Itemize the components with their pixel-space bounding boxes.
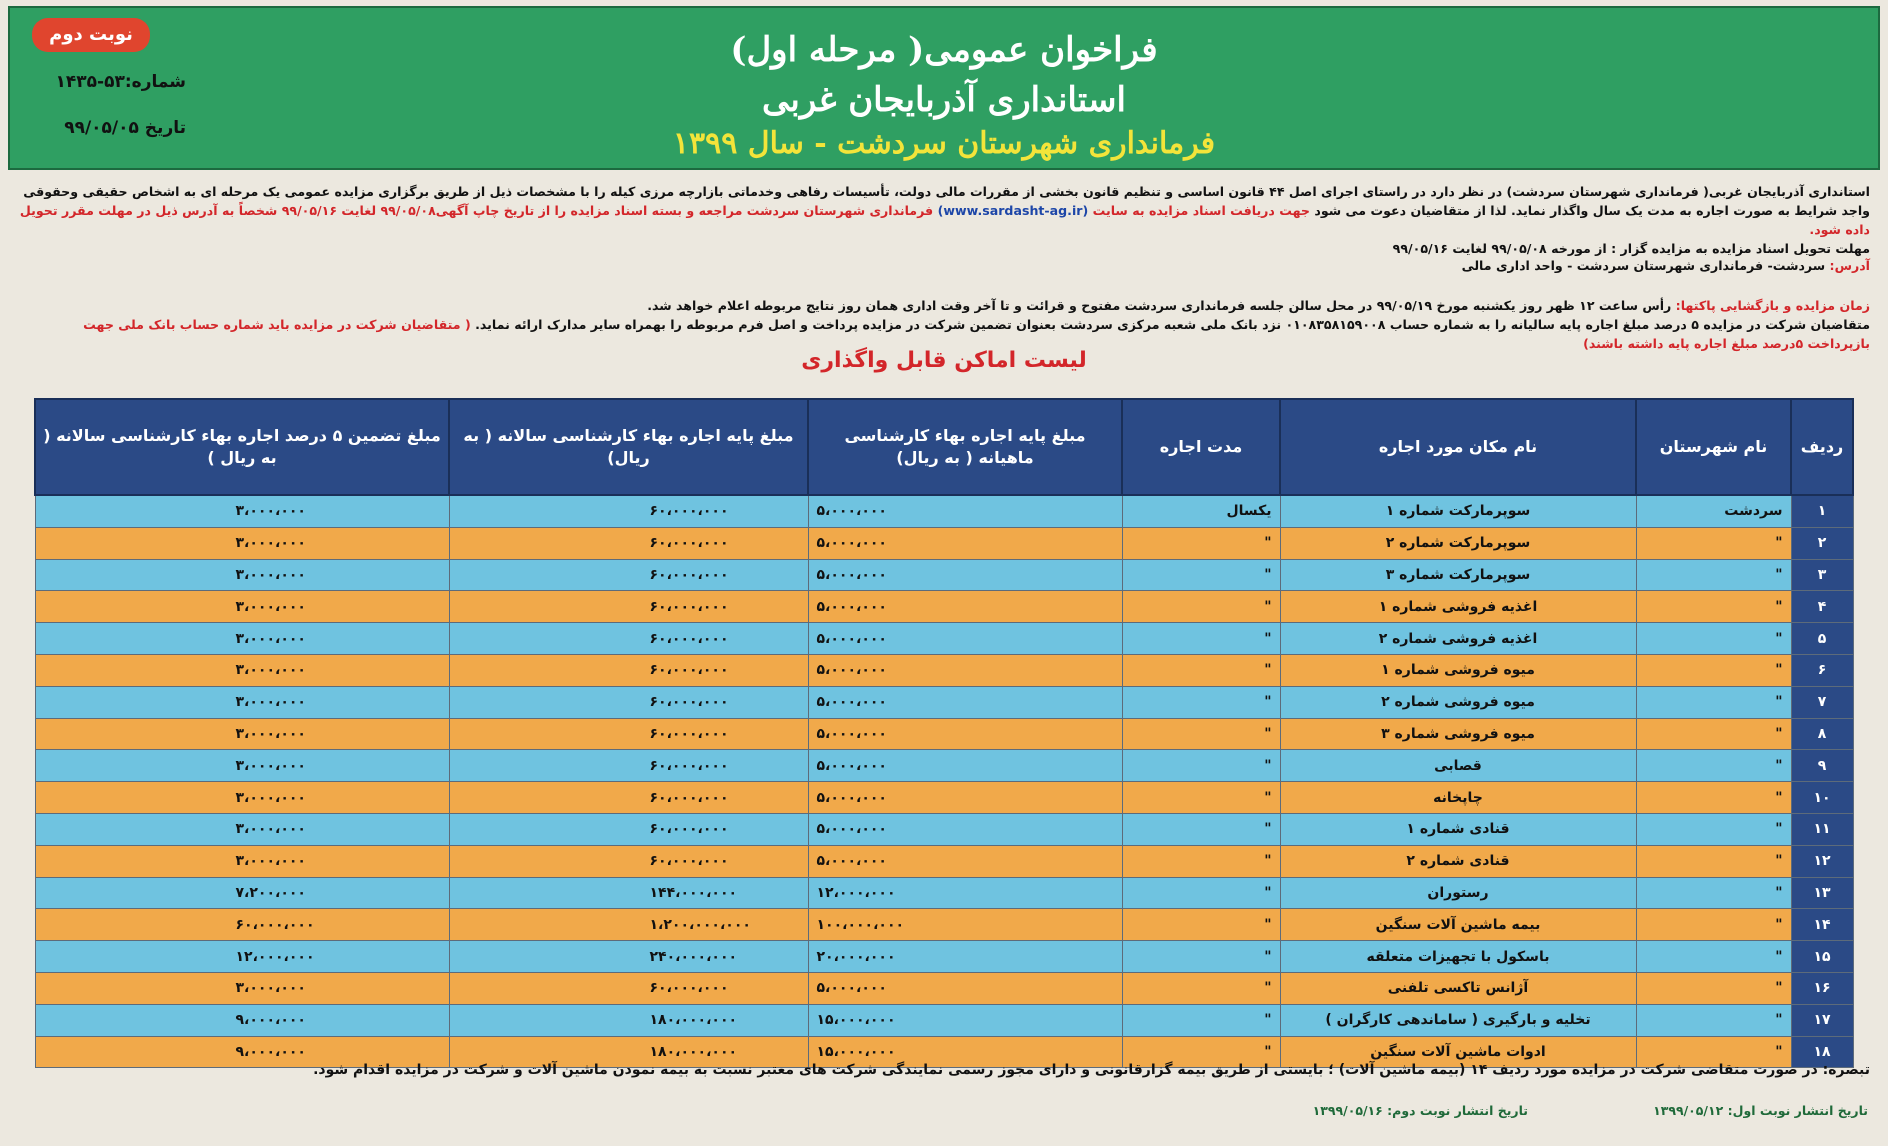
table-row	[35, 623, 1853, 655]
ad-number: شماره:۵۳-۱۴۳۵	[55, 72, 186, 92]
table-row	[35, 782, 1853, 814]
yearly-amount-cell: ۶۰،۰۰۰،۰۰۰	[449, 527, 808, 559]
yearly-amount-cell: ۶۰،۰۰۰،۰۰۰	[449, 654, 808, 686]
duration-cell: "	[1122, 686, 1280, 718]
city-cell: "	[1636, 877, 1791, 909]
yearly-amount-cell: ۲۴۰،۰۰۰،۰۰۰	[449, 941, 808, 973]
monthly-amount-cell: ۵،۰۰۰،۰۰۰	[808, 972, 1122, 1004]
guarantee-amount-cell: ۶۰،۰۰۰،۰۰۰	[35, 909, 449, 941]
deposit-text: متقاضیان شرکت در مزایده ۵ درصد مبلغ اجاره پایه سالیانه را به شماره حساب ۰۱۰۸۳۵۸۱۵۹۰۰۸ نزد بانک ملی شعبه مرکزی سردشت بعنوان تضمین شرکت در مزایده پرداخت و اصل فرم مربوطه را بهمراه سایر مدارک ارائه نماید.	[475, 317, 1870, 332]
time-paragraph	[18, 296, 1870, 353]
yearly-amount-cell: ۶۰،۰۰۰،۰۰۰	[449, 686, 808, 718]
monthly-amount-cell: ۵،۰۰۰،۰۰۰	[808, 654, 1122, 686]
place-cell: بیمه ماشین آلات سنگین	[1280, 909, 1636, 941]
yearly-amount-cell: ۶۰،۰۰۰،۰۰۰	[449, 750, 808, 782]
city-cell: "	[1636, 527, 1791, 559]
place-cell: چاپخانه	[1280, 782, 1636, 814]
monthly-amount-cell: ۵،۰۰۰،۰۰۰	[808, 750, 1122, 782]
table-row	[35, 909, 1853, 941]
address-paragraph	[18, 256, 1870, 275]
intro-red-text-2: فرمانداری شهرستان سردشت مراجعه و بسته اسناد مزایده را از تاریخ چاپ آگهی۹۹/۰۵/۰۸ لغایت ۹۹/۰۵/۱۶ شخصاً به آدرس ذیل در مهلت مقرر تحویل داده شود.	[19, 203, 1870, 237]
monthly-amount-cell: ۱۲،۰۰۰،۰۰۰	[808, 877, 1122, 909]
first-publish-date: تاریخ انتشار نوبت اول: ۱۳۹۹/۰۵/۱۲	[1653, 1103, 1868, 1118]
table-row	[35, 686, 1853, 718]
row-number-cell: ۱	[1791, 495, 1853, 527]
note-paragraph: تبصره: در صورت متقاضی شرکت در مزایده مورد ردیف ۱۴ (بیمه ماشین آلات) ؛ بایستی از طریق بیمه گزارقانونی و دارای مجوز رسمی نمایندگی شرکت های معتبر نسبت به بیمه نمودن ماشین آلات و شرکت در مزایده اقدام شود.	[313, 1062, 1870, 1078]
row-number-cell: ۱۰	[1791, 782, 1853, 814]
guarantee-amount-cell: ۷،۲۰۰،۰۰۰	[35, 877, 449, 909]
yearly-amount-cell: ۱۸۰،۰۰۰،۰۰۰	[449, 1036, 808, 1068]
duration-cell: "	[1122, 1036, 1280, 1068]
monthly-amount-cell: ۲۰،۰۰۰،۰۰۰	[808, 941, 1122, 973]
monthly-amount-cell: ۵،۰۰۰،۰۰۰	[808, 527, 1122, 559]
row-number-cell: ۲	[1791, 527, 1853, 559]
row-number-cell: ۳	[1791, 559, 1853, 591]
city-cell: "	[1636, 845, 1791, 877]
col-header-yearly: مبلغ پایه اجاره بهاء کارشناسی سالانه ( به ریال)	[449, 399, 808, 495]
table-row	[35, 972, 1853, 1004]
yearly-amount-cell: ۶۰،۰۰۰،۰۰۰	[449, 718, 808, 750]
duration-cell: "	[1122, 591, 1280, 623]
place-cell: میوه فروشی شماره ۲	[1280, 686, 1636, 718]
monthly-amount-cell: ۱۵،۰۰۰،۰۰۰	[808, 1036, 1122, 1068]
yearly-amount-cell: ۶۰،۰۰۰،۰۰۰	[449, 972, 808, 1004]
guarantee-amount-cell: ۳،۰۰۰،۰۰۰	[35, 782, 449, 814]
yearly-amount-cell: ۱۴۴،۰۰۰،۰۰۰	[449, 877, 808, 909]
second-publish-date: تاریخ انتشار نوبت دوم: ۱۳۹۹/۰۵/۱۶	[1312, 1103, 1528, 1118]
yearly-amount-cell: ۱۸۰،۰۰۰،۰۰۰	[449, 1004, 808, 1036]
city-cell: "	[1636, 972, 1791, 1004]
yearly-amount-cell: ۶۰،۰۰۰،۰۰۰	[449, 591, 808, 623]
ad-date: تاریخ ۹۹/۰۵/۰۵	[64, 118, 186, 138]
city-cell: "	[1636, 686, 1791, 718]
row-number-cell: ۱۴	[1791, 909, 1853, 941]
duration-cell: "	[1122, 623, 1280, 655]
place-cell: اغذیه فروشی شماره ۲	[1280, 623, 1636, 655]
place-cell: سوپرمارکت شماره ۱	[1280, 495, 1636, 527]
city-cell: "	[1636, 718, 1791, 750]
places-table	[34, 398, 1854, 1068]
place-cell: اغذیه فروشی شماره ۱	[1280, 591, 1636, 623]
city-cell: "	[1636, 654, 1791, 686]
col-header-city: نام شهرستان	[1636, 399, 1791, 495]
row-number-cell: ۸	[1791, 718, 1853, 750]
duration-cell: یکسال	[1122, 495, 1280, 527]
col-header-place: نام مکان مورد اجاره	[1280, 399, 1636, 495]
row-number-cell: ۱۱	[1791, 813, 1853, 845]
table-row	[35, 1004, 1853, 1036]
guarantee-amount-cell: ۹،۰۰۰،۰۰۰	[35, 1036, 449, 1068]
city-cell: "	[1636, 1036, 1791, 1068]
table-row	[35, 718, 1853, 750]
place-cell: ادوات ماشین آلات سنگین	[1280, 1036, 1636, 1068]
city-cell: "	[1636, 941, 1791, 973]
yearly-amount-cell: ۶۰،۰۰۰،۰۰۰	[449, 495, 808, 527]
title-subtitle: فرمانداری شهرستان سردشت - سال ۱۳۹۹	[672, 126, 1216, 161]
deposit-red-text: ( متقاضیان شرکت در مزایده باید شماره حساب بانک ملی جهت بازپرداخت ۵درصد مبلغ اجاره پایه داشته باشند)	[83, 317, 1870, 351]
city-cell: "	[1636, 591, 1791, 623]
deadline-text: مهلت تحویل اسناد مزایده به مزایده گزار : از مورخه ۹۹/۰۵/۰۸ لغایت ۹۹/۰۵/۱۶	[1392, 241, 1870, 256]
intro-red-text: جهت دریافت اسناد مزایده به سایت	[1092, 203, 1310, 218]
place-cell: سوپرمارکت شماره ۲	[1280, 527, 1636, 559]
table-row	[35, 654, 1853, 686]
place-cell: تخلیه و بارگیری ( ساماندهی کارگران )	[1280, 1004, 1636, 1036]
guarantee-amount-cell: ۳،۰۰۰،۰۰۰	[35, 813, 449, 845]
guarantee-amount-cell: ۳،۰۰۰،۰۰۰	[35, 527, 449, 559]
title-organization: استانداری آذربایجان غربی	[762, 80, 1126, 120]
guarantee-amount-cell: ۳،۰۰۰،۰۰۰	[35, 495, 449, 527]
duration-cell: "	[1122, 527, 1280, 559]
monthly-amount-cell: ۵،۰۰۰،۰۰۰	[808, 845, 1122, 877]
place-cell: رستوران	[1280, 877, 1636, 909]
guarantee-amount-cell: ۳،۰۰۰،۰۰۰	[35, 591, 449, 623]
monthly-amount-cell: ۵،۰۰۰،۰۰۰	[808, 559, 1122, 591]
monthly-amount-cell: ۵،۰۰۰،۰۰۰	[808, 623, 1122, 655]
row-number-cell: ۱۶	[1791, 972, 1853, 1004]
address-label: آدرس:	[1829, 258, 1870, 273]
duration-cell: "	[1122, 1004, 1280, 1036]
place-cell: میوه فروشی شماره ۳	[1280, 718, 1636, 750]
duration-cell: "	[1122, 654, 1280, 686]
city-cell: "	[1636, 782, 1791, 814]
yearly-amount-cell: ۶۰،۰۰۰،۰۰۰	[449, 623, 808, 655]
guarantee-amount-cell: ۳،۰۰۰،۰۰۰	[35, 972, 449, 1004]
duration-cell: "	[1122, 750, 1280, 782]
row-number-cell: ۷	[1791, 686, 1853, 718]
yearly-amount-cell: ۶۰،۰۰۰،۰۰۰	[449, 845, 808, 877]
guarantee-amount-cell: ۱۲،۰۰۰،۰۰۰	[35, 941, 449, 973]
monthly-amount-cell: ۱۵،۰۰۰،۰۰۰	[808, 1004, 1122, 1036]
guarantee-amount-cell: ۳،۰۰۰،۰۰۰	[35, 654, 449, 686]
place-cell: سوپرمارکت شماره ۳	[1280, 559, 1636, 591]
table-row	[35, 877, 1853, 909]
table-row	[35, 527, 1853, 559]
duration-cell: "	[1122, 877, 1280, 909]
duration-cell: "	[1122, 909, 1280, 941]
guarantee-amount-cell: ۳،۰۰۰،۰۰۰	[35, 718, 449, 750]
monthly-amount-cell: ۵،۰۰۰،۰۰۰	[808, 495, 1122, 527]
round-badge: نوبت دوم	[32, 18, 150, 52]
address-text: سردشت- فرمانداری شهرستان سردشت - واحد اداری مالی	[1461, 258, 1826, 273]
yearly-amount-cell: ۱،۲۰۰،۰۰۰،۰۰۰	[449, 909, 808, 941]
guarantee-amount-cell: ۳،۰۰۰،۰۰۰	[35, 559, 449, 591]
duration-cell: "	[1122, 941, 1280, 973]
city-cell: "	[1636, 1004, 1791, 1036]
guarantee-amount-cell: ۳،۰۰۰،۰۰۰	[35, 750, 449, 782]
monthly-amount-cell: ۵،۰۰۰،۰۰۰	[808, 686, 1122, 718]
place-cell: قنادی شماره ۱	[1280, 813, 1636, 845]
duration-cell: "	[1122, 845, 1280, 877]
place-cell: قنادی شماره ۲	[1280, 845, 1636, 877]
monthly-amount-cell: ۵،۰۰۰،۰۰۰	[808, 591, 1122, 623]
row-number-cell: ۵	[1791, 623, 1853, 655]
city-cell: سردشت	[1636, 495, 1791, 527]
row-number-cell: ۱۸	[1791, 1036, 1853, 1068]
yearly-amount-cell: ۶۰،۰۰۰،۰۰۰	[449, 782, 808, 814]
header-banner	[8, 6, 1880, 170]
monthly-amount-cell: ۵،۰۰۰،۰۰۰	[808, 718, 1122, 750]
table-header-row	[35, 399, 1853, 495]
row-number-cell: ۱۵	[1791, 941, 1853, 973]
time-label: زمان مزایده و بازگشایی پاکتها:	[1675, 298, 1870, 313]
monthly-amount-cell: ۵،۰۰۰،۰۰۰	[808, 782, 1122, 814]
place-cell: میوه فروشی شماره ۱	[1280, 654, 1636, 686]
row-number-cell: ۹	[1791, 750, 1853, 782]
yearly-amount-cell: ۶۰،۰۰۰،۰۰۰	[449, 559, 808, 591]
city-cell: "	[1636, 750, 1791, 782]
row-number-cell: ۶	[1791, 654, 1853, 686]
row-number-cell: ۱۷	[1791, 1004, 1853, 1036]
monthly-amount-cell: ۱۰۰،۰۰۰،۰۰۰	[808, 909, 1122, 941]
guarantee-amount-cell: ۹،۰۰۰،۰۰۰	[35, 1004, 449, 1036]
col-header-duration: مدت اجاره	[1122, 399, 1280, 495]
list-title: لیست اماکن قابل واگذاری	[801, 348, 1087, 373]
guarantee-amount-cell: ۳،۰۰۰،۰۰۰	[35, 686, 449, 718]
table-row	[35, 495, 1853, 527]
website-link[interactable]: (www.sardasht-ag.ir)	[937, 203, 1089, 218]
time-text: رأس ساعت ۱۲ ظهر روز یکشنبه مورخ ۹۹/۰۵/۱۹ در محل سالن جلسه فرمانداری سردشت مفتوح و قرائت و تا آخر وقت اداری همان روز نتایج مربوطه اعلام خواهد شد.	[647, 298, 1672, 313]
col-header-guarantee: مبلغ تضمین ۵ درصد اجاره بهاء کارشناسی سالانه ( به ریال )	[35, 399, 449, 495]
duration-cell: "	[1122, 813, 1280, 845]
row-number-cell: ۱۳	[1791, 877, 1853, 909]
yearly-amount-cell: ۶۰،۰۰۰،۰۰۰	[449, 813, 808, 845]
row-number-cell: ۴	[1791, 591, 1853, 623]
place-cell: باسکول با تجهیزات متعلقه	[1280, 941, 1636, 973]
duration-cell: "	[1122, 559, 1280, 591]
table-row	[35, 559, 1853, 591]
col-header-row-number: ردیف	[1791, 399, 1853, 495]
title-main: فراخوان عمومی( مرحله اول)	[730, 30, 1158, 70]
guarantee-amount-cell: ۳،۰۰۰،۰۰۰	[35, 623, 449, 655]
city-cell: "	[1636, 559, 1791, 591]
place-cell: قصابی	[1280, 750, 1636, 782]
place-cell: آژانس تاکسی تلفنی	[1280, 972, 1636, 1004]
table-row	[35, 591, 1853, 623]
col-header-monthly: مبلغ پایه اجاره بهاء کارشناسی ماهیانه ( به ریال)	[808, 399, 1122, 495]
intro-paragraph	[18, 182, 1870, 258]
duration-cell: "	[1122, 782, 1280, 814]
table-row	[35, 845, 1853, 877]
table-row	[35, 813, 1853, 845]
city-cell: "	[1636, 909, 1791, 941]
table-row	[35, 941, 1853, 973]
monthly-amount-cell: ۵،۰۰۰،۰۰۰	[808, 813, 1122, 845]
row-number-cell: ۱۲	[1791, 845, 1853, 877]
guarantee-amount-cell: ۳،۰۰۰،۰۰۰	[35, 845, 449, 877]
intro-text: استانداری آذربایجان غربی( فرمانداری شهرستان سردشت) در نظر دارد در راستای اجرای اصل ۴۴ قانون اساسی و تنظیم قانون بخشی از مقررات مالی دولت، تأسیسات رفاهی وخدماتی بازارچه مرزی کیله را با مشخصات ذیل از طریق برگزاری مزایده عمومی یک مرحله ای به اشخاص حقیقی وحقوقی واجد شرایط به صورت اجاره به مدت یک سال واگذار نماید. لذا از متقاضیان دعوت می شود	[23, 184, 1870, 218]
table-row	[35, 750, 1853, 782]
duration-cell: "	[1122, 718, 1280, 750]
city-cell: "	[1636, 623, 1791, 655]
city-cell: "	[1636, 813, 1791, 845]
duration-cell: "	[1122, 972, 1280, 1004]
